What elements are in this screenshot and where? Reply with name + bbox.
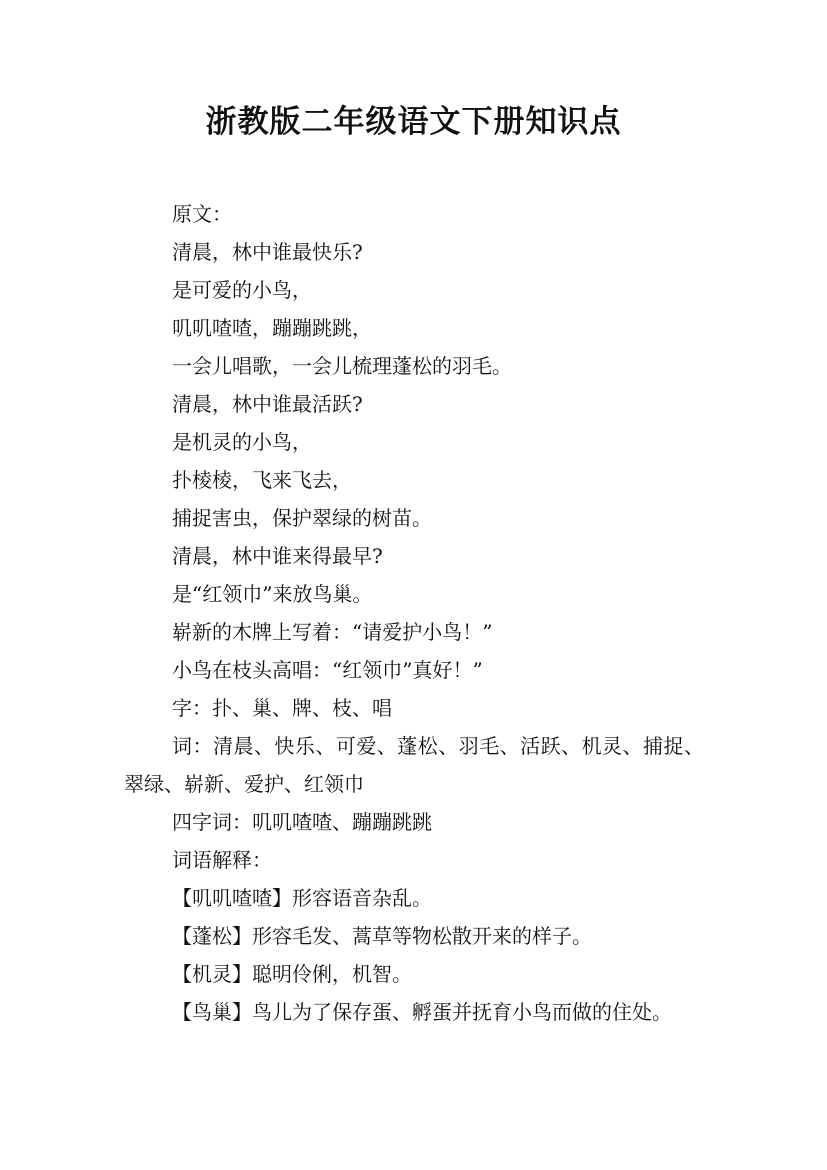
text-line: 一会儿唱歌，一会儿梳理蓬松的羽毛。 — [172, 354, 512, 378]
text-line: 【叽叽喳喳】形容语音杂乱。 — [172, 886, 432, 910]
text-line: 【机灵】聪明伶俐，机智。 — [172, 962, 412, 986]
text-line: 字：扑、巢、牌、枝、唱 — [172, 696, 392, 720]
text-line: 捕捉害虫，保护翠绿的树苗。 — [172, 506, 432, 530]
text-line: 清晨，林中谁来得最早? — [172, 544, 383, 568]
text-line: 是可爱的小鸟， — [172, 278, 312, 302]
text-line: 小鸟在枝头高唱：“红领巾”真好！” — [172, 658, 483, 682]
document-title: 浙教版二年级语文下册知识点 — [205, 104, 622, 140]
text-line: 是“红领巾”来放鸟巢。 — [172, 582, 373, 606]
text-line: 【蓬松】形容毛发、蒿草等物松散开来的样子。 — [172, 924, 592, 948]
text-line: 原文： — [172, 202, 232, 226]
text-line: 扑棱棱，飞来飞去， — [172, 468, 352, 492]
text-line: 词语解释： — [172, 848, 272, 872]
text-line: 叽叽喳喳，蹦蹦跳跳， — [172, 316, 372, 340]
text-line: 清晨，林中谁最快乐? — [172, 240, 363, 264]
text-line: 崭新的木牌上写着：“请爱护小鸟！” — [172, 620, 493, 644]
text-line: 是机灵的小鸟， — [172, 430, 312, 454]
document-body — [124, 195, 704, 1031]
text-line: 词：清晨、快乐、可爱、蓬松、羽毛、活跃、机灵、捕捉、翠绿、崭新、爱护、红领巾 — [124, 734, 704, 796]
text-line: 四字词：叽叽喳喳、蹦蹦跳跳 — [172, 810, 432, 834]
text-line: 清晨，林中谁最活跃? — [172, 392, 363, 416]
text-line: 【鸟巢】鸟儿为了保存蛋、孵蛋并抚育小鸟而做的住处。 — [172, 1000, 672, 1024]
